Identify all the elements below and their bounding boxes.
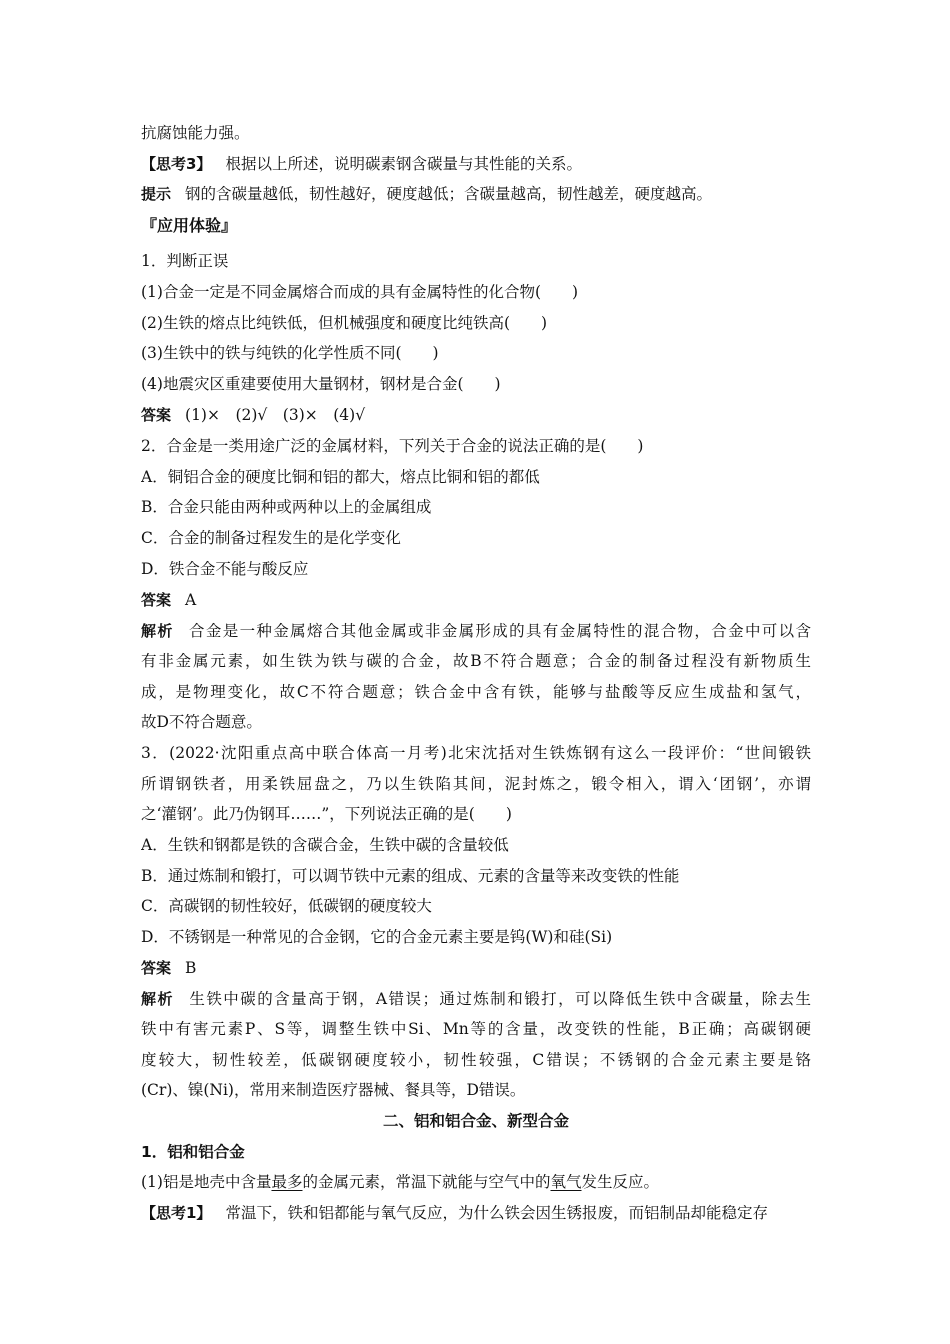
question-3-option-b: B．通过炼制和锻打，可以调节铁中元素的组成、元素的含量等来改变铁的性能 xyxy=(141,867,680,885)
hint-text: 钢的含碳量越低，韧性越好，硬度越低；含碳量越高，韧性越差，硬度越高。 xyxy=(185,185,713,203)
question-1-item-2: (2)生铁的熔点比纯铁低，但机械强度和硬度比纯铁高( ) xyxy=(141,314,548,332)
question-2-option-a: A．铜铝合金的硬度比铜和铝的都大，熔点比铜和铝的都低 xyxy=(141,468,540,486)
answer-label: 答案 xyxy=(141,959,172,977)
question-3-option-a: A．生铁和钢都是铁的含碳合金，生铁中碳的含量较低 xyxy=(141,836,509,854)
question-1-item-4: (4)地震灾区重建要使用大量钢材，钢材是合金( ) xyxy=(141,375,501,393)
think-1-line xyxy=(141,1203,811,1223)
question-3-option-d: D．不锈钢是一种常见的合金钢，它的合金元素主要是钨(W)和硅(Si) xyxy=(141,928,613,946)
hint-line xyxy=(141,184,811,204)
section-2-title: 二、铝和铝合金、新型合金 xyxy=(382,1112,569,1130)
question-3-title-line-2: 所谓钢铁者，用柔铁屈盘之，乃以生铁陷其间，泥封炼之，锻令相入，谓入‘团钢’，亦谓 xyxy=(141,775,811,793)
explanation-text: 合金是一种金属熔合其他金属或非金属形成的具有金属特性的混合物，合金中可以含 xyxy=(187,622,811,640)
think-3-line xyxy=(141,154,811,174)
hint-label: 提示 xyxy=(141,185,172,203)
question-3-explanation-line-2: 铁中有害元素P、S等，调整生铁中Si、Mn等的含量，改变铁的性能，B正确；高碳钢硬 xyxy=(141,1020,811,1038)
answer-text: B xyxy=(185,959,197,977)
think-1-text: 常温下，铁和铝都能与氧气反应，为什么铁会因生锈报废，而铝制品却能稳定存 xyxy=(225,1204,768,1222)
think-3-text: 根据以上所述，说明碳素钢含碳量与其性能的关系。 xyxy=(225,155,582,173)
question-3-explanation-line-4: (Cr)、镍(Ni)，常用来制造医疗器械、餐具等，D错误。 xyxy=(141,1081,526,1099)
question-3-title-line-1: 3．(2022·沈阳重点高中联合体高一月考)北宋沈括对生铁炼钢有这么一段评价：“世间锻铁 xyxy=(141,744,811,762)
section-heading-apply: 『应用体验』 xyxy=(141,216,238,235)
text-segment: 发生反应。 xyxy=(581,1173,660,1191)
answer-text: (1)× (2)√ (3)× (4)√ xyxy=(185,406,366,424)
question-1-title: 1．判断正误 xyxy=(141,252,229,270)
question-2-option-d: D．铁合金不能与酸反应 xyxy=(141,560,309,578)
explanation-label: 解析 xyxy=(141,990,174,1008)
aluminum-line-1 xyxy=(141,1172,811,1192)
question-1-item-1: (1)合金一定是不同金属熔合而成的具有金属特性的化合物( ) xyxy=(141,283,579,301)
explanation-text: 生铁中碳的含量高于钢，A错误；通过炼制和锻打，可以降低生铁中含碳量，除去生 xyxy=(187,990,811,1008)
question-2-option-c: C．合金的制备过程发生的是化学变化 xyxy=(141,529,401,547)
question-2-explanation-line-3: 成，是物理变化，故C不符合题意；铁合金中含有铁，能够与盐酸等反应生成盐和氢气， xyxy=(141,683,811,701)
question-3-option-c: C．高碳钢的韧性较好，低碳钢的硬度较大 xyxy=(141,897,432,915)
text-segment: (1)铝是地壳中含量 xyxy=(141,1173,272,1191)
question-2-explanation-line-1 xyxy=(141,621,811,641)
text-line: 抗腐蚀能力强。 xyxy=(141,124,250,142)
explanation-label: 解析 xyxy=(141,622,174,640)
answer-text: A xyxy=(185,591,197,609)
question-3-explanation-line-1 xyxy=(141,989,811,1009)
question-2-explanation-line-4: 故D不符合题意。 xyxy=(141,713,262,731)
question-3-explanation-line-3: 度较大，韧性较差，低碳钢硬度较小，韧性较强，C错误；不锈钢的合金元素主要是铬 xyxy=(141,1051,811,1069)
section-2-subtitle: 1．铝和铝合金 xyxy=(141,1143,245,1161)
question-2-explanation-line-2: 有非金属元素，如生铁为铁与碳的合金，故B不符合题意；合金的制备过程没有新物质生 xyxy=(141,652,811,670)
question-2-answer xyxy=(141,590,811,610)
underlined-answer: 最多 xyxy=(271,1173,303,1191)
think-3-label: 【思考3】 xyxy=(141,155,212,173)
question-2-option-b: B．合金只能由两种或两种以上的金属组成 xyxy=(141,498,432,516)
answer-label: 答案 xyxy=(141,591,172,609)
text-segment: 的金属元素，常温下就能与空气中的 xyxy=(302,1173,551,1191)
question-1-item-3: (3)生铁中的铁与纯铁的化学性质不同( ) xyxy=(141,344,439,362)
think-1-label: 【思考1】 xyxy=(141,1204,212,1222)
question-3-title-line-3: 之‘灌钢’。此乃伪钢耳……”，下列说法正确的是( ) xyxy=(141,805,512,823)
answer-label: 答案 xyxy=(141,406,172,424)
question-1-answer xyxy=(141,405,811,425)
question-2-title: 2．合金是一类用途广泛的金属材料，下列关于合金的说法正确的是( ) xyxy=(141,437,644,455)
question-3-answer xyxy=(141,958,811,978)
underlined-answer: 氧气 xyxy=(550,1173,582,1191)
